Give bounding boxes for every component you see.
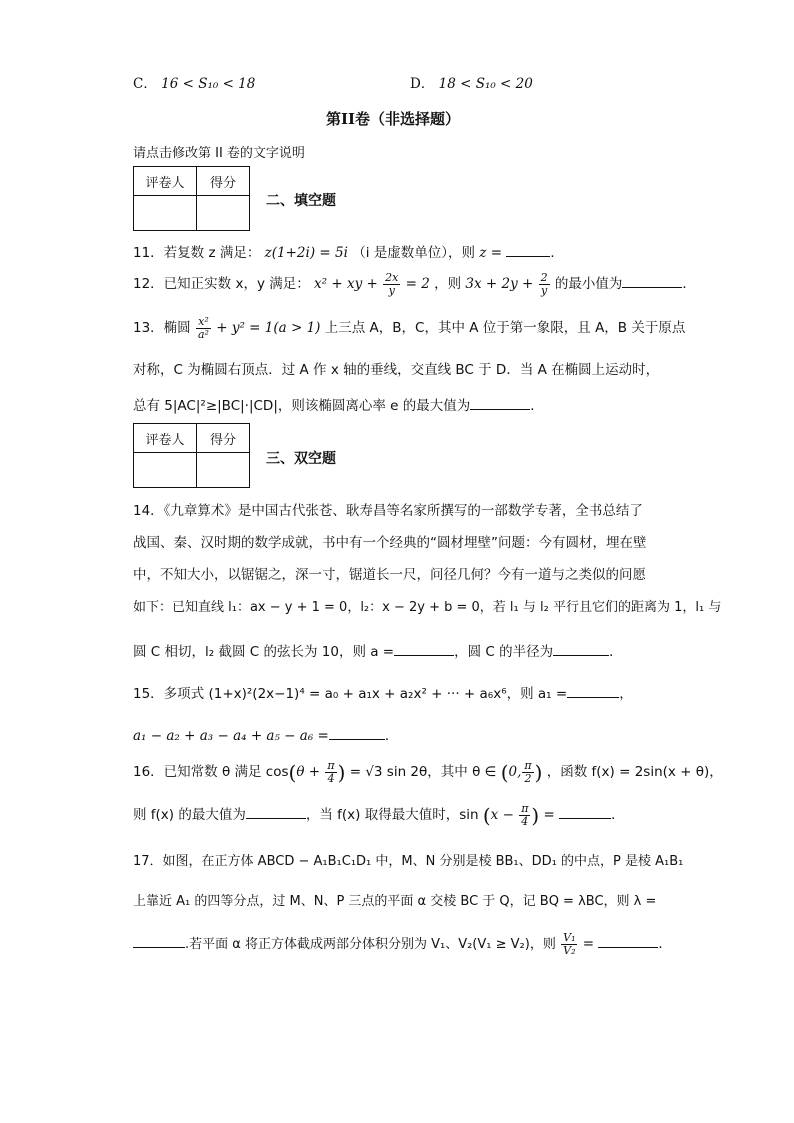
- q13-line1-rest: 上三点 A，B，C，其中 A 位于第一象限，且 A，B 关于原点: [324, 320, 686, 336]
- q12-expr-1: x² + xy +: [314, 276, 378, 292]
- section-double-title: 三、双空题: [266, 451, 336, 467]
- option-c-label: C．: [133, 76, 157, 92]
- q16-line2-eq: =: [543, 807, 555, 823]
- option-c-expr: 16 < S₁₀ < 18: [161, 76, 256, 92]
- q16-paren-close-1: ): [337, 760, 346, 785]
- q11-tail: z =: [479, 245, 503, 261]
- q15-line1-text: 15．多项式 (1+x)²(2x−1)⁴ = a₀ + a₁x + a₂x² + ··· + a₆x⁶，则 a₁ =: [133, 686, 568, 702]
- q16-paren-open-3: (: [482, 803, 491, 828]
- q12-frac2-num: 2: [540, 271, 548, 284]
- part2-note: 请点击修改第 II 卷的文字说明: [133, 146, 305, 161]
- q11-prefix: 11．若复数 z 满足：: [133, 245, 261, 261]
- q16-frac2-pi: π: [524, 759, 532, 772]
- score-table-header-grader: 评卷人: [134, 167, 197, 196]
- q12-expr-2: = 2: [405, 276, 430, 292]
- question-15-line-2: [133, 724, 398, 744]
- q16-line2-stop: ．: [611, 807, 625, 823]
- q16-frac3-pi-4: [519, 803, 530, 828]
- question-15-line-1: [133, 682, 633, 702]
- q16-line1-text: 16．已知常数 θ 满足 cos: [133, 764, 289, 780]
- q14-line5-text: 圆 C 相切，l₂ 截圆 C 的弦长为 10，则 a =: [133, 644, 395, 660]
- q12-expr-3: 3x + 2y +: [465, 276, 534, 292]
- option-d-label: D．: [410, 76, 435, 92]
- q11-end: ．: [550, 245, 564, 261]
- q13-line3-text: 总有 5|AC|²≥|BC|·|CD|，则该椭圆离心率 e 的最大值为: [133, 398, 471, 414]
- q13-fraction: [196, 316, 211, 341]
- q12-end: 的最小值为: [554, 276, 623, 292]
- question-12: [133, 272, 696, 297]
- q13-prefix: 13．椭圆: [133, 320, 191, 336]
- question-17-line-2: 上靠近 A₁ 的四等分点，过 M、N、P 三点的平面 α 交棱 BC 于 Q，记 BQ = λBC，则 λ =: [133, 894, 657, 909]
- option-c: [133, 72, 255, 92]
- question-11: [133, 241, 564, 261]
- question-16-line-2: [133, 803, 625, 828]
- q17-answer-blank-2[interactable]: [598, 935, 658, 948]
- q12-answer-blank[interactable]: [622, 275, 682, 288]
- q12-prefix: 12．已知正实数 x，y 满足：: [133, 276, 310, 292]
- q16-frac-pi-2: [522, 760, 533, 785]
- question-16-line-1: [133, 760, 723, 785]
- q16-x-minus: x −: [490, 807, 514, 823]
- q12-frac1-den: y: [388, 284, 395, 297]
- q12-mid: ，则: [434, 276, 462, 292]
- score-table-cell-grader: [134, 196, 197, 231]
- section-fill-title: 二、填空题: [266, 193, 336, 209]
- q16-line2-text: 则 f(x) 的最大值为: [133, 807, 246, 823]
- question-14-line-4: 如下：已知直线 l₁：ax − y + 1 = 0，l₂：x − 2y + b = 0，若 l₁ 与 l₂ 平行且它们的距离为 1，l₁ 与: [133, 600, 722, 615]
- score-table-2-cell-score: [197, 453, 250, 488]
- score-table-cell-score: [197, 196, 250, 231]
- q11-expr: z(1+2i) = 5i: [264, 245, 348, 261]
- q12-frac2-den: y: [541, 284, 548, 297]
- question-17-line-1: 17．如图，在正方体 ABCD − A₁B₁C₁D₁ 中，M、N 分别是棱 BB₁、DD₁ 的中点，P 是棱 A₁B₁: [133, 854, 684, 869]
- q16-frac-pi-4: [325, 760, 336, 785]
- q15-line2-text: a₁ − a₂ + a₃ − a₄ + a₅ − a₆ =: [133, 728, 329, 744]
- q12-fraction-2: [539, 272, 550, 297]
- q16-answer-blank-2[interactable]: [559, 806, 611, 819]
- question-13-line-1: [133, 316, 685, 341]
- score-table-2-cell-grader: [134, 453, 197, 488]
- q16-frac3-pi: π: [521, 802, 529, 815]
- question-13-line-2: 对称，C 为椭圆右顶点．过 A 作 x 轴的垂线，交直线 BC 于 D．当 A 在椭圆上运动时，: [133, 362, 660, 378]
- q16-answer-blank-1[interactable]: [246, 806, 306, 819]
- q15-line1-end: ，: [619, 686, 633, 702]
- q15-line2-end: ．: [384, 728, 399, 744]
- score-table-2-header-score: 得分: [197, 424, 250, 453]
- q13-end: ．: [530, 398, 544, 414]
- q16-line1-end: ，函数 f(x) = 2sin(x + θ)，: [546, 764, 723, 780]
- q17-line3-text: .若平面 α 将正方体截成两部分体积分别为 V₁、V₂(V₁ ≥ V₂)，则: [185, 937, 556, 952]
- score-table-1: [133, 166, 250, 231]
- question-14-line-3: 中，不知大小，以锯锯之，深一寸，锯道长一尺，问径几何？今有一道与之类似的问愿: [133, 567, 646, 583]
- q17-frac-v1: V₁: [563, 931, 576, 944]
- question-13-line-3: [133, 394, 544, 414]
- q16-paren-open-1: (: [288, 760, 297, 785]
- q12-fraction-1: [383, 272, 400, 297]
- q13-frac-num: x²: [198, 315, 209, 328]
- score-table-header-score: 得分: [197, 167, 250, 196]
- q15-answer-blank-1[interactable]: [567, 685, 619, 698]
- q17-line3-stop: ．: [658, 936, 672, 952]
- question-17-line-3: [133, 932, 672, 957]
- q14-end: ．: [609, 644, 623, 660]
- score-table-2-header-grader: 评卷人: [134, 424, 197, 453]
- q16-frac-4: 4: [327, 772, 335, 785]
- q17-frac-v2: V₂: [563, 944, 576, 957]
- q12-stop: ．: [682, 276, 696, 292]
- q14-line5-mid: ，圆 C 的半径为: [454, 644, 554, 660]
- q13-expr: + y² = 1(a > 1): [216, 320, 321, 336]
- q16-theta: θ +: [296, 764, 321, 780]
- q11-answer-blank[interactable]: [506, 244, 550, 257]
- q16-frac-pi: π: [327, 759, 335, 772]
- q13-frac-den: a²: [197, 328, 209, 341]
- q14-answer-blank-1[interactable]: [394, 643, 454, 656]
- q17-answer-blank-1[interactable]: [133, 935, 185, 948]
- q17-fraction-v1-v2: [561, 932, 577, 957]
- q16-paren-close-3: ): [531, 803, 540, 828]
- option-d: [410, 72, 533, 92]
- part2-title: 第II卷（非选择题）: [326, 110, 461, 128]
- score-table-2: [133, 423, 250, 488]
- q16-line2-mid: ，当 f(x) 取得最大值时，sin: [305, 807, 479, 823]
- q17-line3-eq: =: [582, 936, 595, 952]
- q15-answer-blank-2[interactable]: [329, 727, 385, 740]
- q16-paren-close-2: ): [534, 760, 543, 785]
- option-d-expr: 18 < S₁₀ < 20: [438, 76, 533, 92]
- question-14-line-1: 14．《九章算术》是中国古代张苍、耿寿昌等名家所撰写的一部数学专著，全书总结了: [133, 503, 643, 519]
- q16-frac2-2: 2: [524, 772, 532, 785]
- q16-frac3-4: 4: [521, 815, 529, 828]
- q16-line1-mid: = √3 sin 2θ，其中 θ ∈: [349, 764, 497, 780]
- q14-answer-blank-2[interactable]: [553, 643, 609, 656]
- q12-frac1-num: 2x: [385, 271, 399, 284]
- question-14-line-5: [133, 640, 623, 660]
- q11-mid: （i 是虚数单位），则: [352, 245, 476, 261]
- q13-answer-blank[interactable]: [470, 397, 530, 410]
- question-14-line-2: 战国、秦、汉时期的数学成就，书中有一个经典的“圆材埋壁”问题：今有圆材，埋在壁: [133, 535, 647, 551]
- q16-zero: 0,: [508, 764, 522, 780]
- q16-paren-open-2: (: [500, 760, 509, 785]
